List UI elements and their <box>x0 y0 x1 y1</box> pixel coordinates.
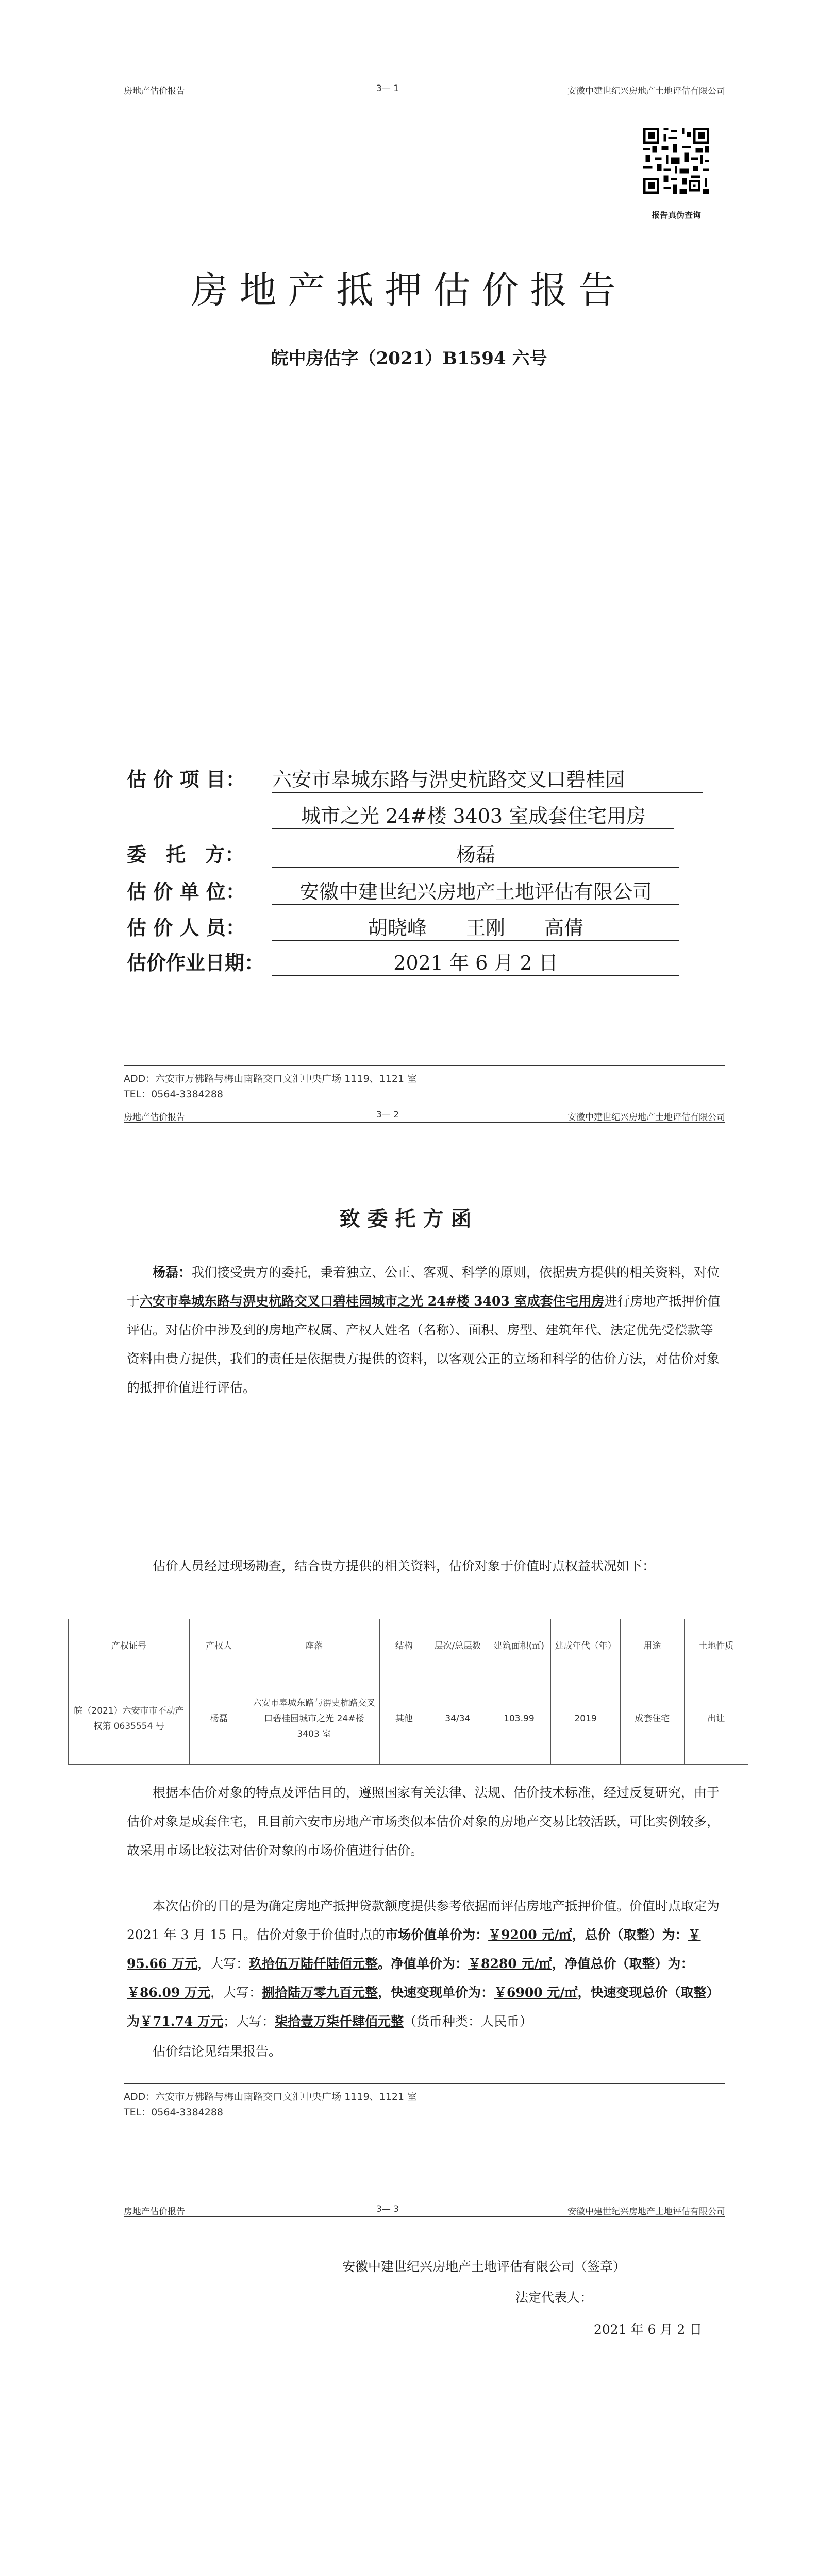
document-number: 皖中房估字（2021）B1594 六号 <box>271 348 547 369</box>
header-left: 房地产估价报告 <box>124 86 185 96</box>
page-footer <box>124 2083 725 2120</box>
p1-after: 进行房地产抵押价值评估。对估价中涉及到的房地产权属、产权人姓名（名称）、面积、房型、建筑年代、法定优先受偿款等资料由贵方提供，我们的责任是依据贵方提供的资料，以客观公正的立场和科学的估价方法，对估价对象的抵押价值进行评估。 <box>127 1294 721 1395</box>
col-owner: 产权人 <box>190 1619 248 1673</box>
quick-total-price: ￥71.74 万元 <box>140 2014 224 2029</box>
footer-tel: TEL：0564-3384288 <box>124 1089 224 1100</box>
cell-land-type: 出让 <box>684 1673 748 1765</box>
p4-text: ，大写： <box>197 1956 249 1971</box>
p4-bold: 。净值单价为： <box>378 1956 469 1971</box>
p4-bold: ，总价（取整）为： <box>572 1927 688 1942</box>
p4-text: ，大写： <box>210 1985 262 2000</box>
header-right: 安徽中建世纪兴房地产土地评估有限公司 <box>567 2207 725 2217</box>
header-right: 安徽中建世纪兴房地产土地评估有限公司 <box>567 1112 725 1123</box>
market-total-price: ￥ 95.66 万元 <box>127 1927 701 1971</box>
qr-code-icon <box>643 128 709 194</box>
letter-paragraph-4 <box>127 1892 726 2036</box>
cell-area: 103.99 <box>487 1673 551 1765</box>
field-value-client: 杨磊 <box>272 839 679 868</box>
col-location: 座落 <box>248 1619 380 1673</box>
page-header <box>124 83 725 96</box>
qr-caption: 报告真伪查询 <box>651 210 701 220</box>
footer-address: ADD：六安市万佛路与梅山南路交口文汇中央广场 1119、1121 室 <box>124 2091 418 2103</box>
header-right: 安徽中建世纪兴房地产土地评估有限公司 <box>567 86 725 96</box>
p1-before: 我们接受贵方的委托，秉着独立、公正、客观、科学的原则，依据贵方提供的相关资料，对位于 <box>127 1265 720 1309</box>
field-label-appraiser-unit: 估 价 单 位： <box>127 880 245 903</box>
p4-text: ；大写： <box>223 2014 275 2029</box>
cell-owner: 杨磊 <box>190 1673 248 1765</box>
property-table <box>68 1619 748 1765</box>
table-row <box>69 1673 748 1765</box>
cell-usage: 成套住宅 <box>620 1673 684 1765</box>
cell-year: 2019 <box>551 1673 620 1765</box>
letter-title: 致委托方函 <box>339 1207 479 1231</box>
field-value-project-line2: 城市之光 24#楼 3403 室成套住宅用房 <box>272 800 674 829</box>
col-cert-no: 产权证号 <box>69 1619 190 1673</box>
letter-paragraph-3: 根据本估价对象的特点及评估目的，遵照国家有关法律、法规、估价技术标准，经过反复研究，由于估价对象是成套住宅，且目前六安市房地产市场类似本估价对象的房地产交易比较活跃，可比实例较多，故采用市场比较法对估价对象的市场价值进行估价。 <box>127 1785 720 1858</box>
signature-legal-rep: 法定代表人： <box>515 2290 593 2305</box>
market-unit-price: ￥9200 元/㎡ <box>488 1927 572 1942</box>
header-left: 房地产估价报告 <box>124 2207 185 2217</box>
letter-paragraph-1 <box>127 1258 726 1402</box>
col-land-type: 土地性质 <box>684 1619 748 1673</box>
salutation: 杨磊： <box>153 1265 192 1280</box>
net-total-price: ￥86.09 万元 <box>127 1985 210 2000</box>
p4-bold: ，快速变现单价为： <box>378 1985 494 2000</box>
quick-unit-price: ￥6900 元/㎡ <box>494 1985 578 2000</box>
letter-page <box>0 1104 818 2207</box>
field-label-client: 委 托 方： <box>127 843 245 866</box>
net-total-chinese: 捌拾陆万零九百元整 <box>262 1985 378 2000</box>
cell-structure: 其他 <box>380 1673 428 1765</box>
field-label-work-date: 估价作业日期： <box>127 951 264 974</box>
p4-bold: ，快速变现总价（取整）为 <box>127 1985 720 2029</box>
field-value-appraisers: 胡晓峰 王刚 高倩 <box>272 912 679 941</box>
cell-cert-no: 皖（2021）六安市市不动产权第 0635554 号 <box>69 1673 190 1765</box>
cell-location: 六安市皋城东路与淠史杭路交叉口碧桂园城市之光 24#楼 3403 室 <box>248 1673 380 1765</box>
page-footer <box>124 1065 725 1102</box>
page-header <box>124 1110 725 1123</box>
table-header-row <box>69 1619 748 1673</box>
letter-paragraph-2: 估价人员经过现场勘查，结合贵方提供的相关资料，估价对象于价值时点权益状况如下： <box>153 1558 656 1573</box>
col-area: 建筑面积(㎡) <box>487 1619 551 1673</box>
signature-company: 安徽中建世纪兴房地产土地评估有限公司（签章） <box>342 2259 626 2274</box>
col-structure: 结构 <box>380 1619 428 1673</box>
net-unit-price: ￥8280 元/㎡ <box>468 1956 552 1971</box>
col-usage: 用途 <box>620 1619 684 1673</box>
page-number: 3— 3 <box>376 2204 399 2214</box>
signature-page <box>0 2204 818 2576</box>
report-title: 房地产抵押估价报告 <box>191 268 627 312</box>
field-value-appraiser-unit: 安徽中建世纪兴房地产土地评估有限公司 <box>272 876 679 905</box>
page-number: 3— 1 <box>376 83 399 94</box>
page-number: 3— 2 <box>376 1110 399 1120</box>
property-address: 六安市皋城东路与淠史杭路交叉口碧桂园城市之光 24#楼 3403 室成套住宅用房 <box>140 1294 605 1309</box>
letter-paragraph-5: 估价结论见结果报告。 <box>153 2044 282 2059</box>
field-label-project: 估 价 项 目： <box>127 768 245 791</box>
footer-tel: TEL：0564-3384288 <box>124 2107 224 2118</box>
col-floor: 层次/总层数 <box>428 1619 487 1673</box>
cover-page <box>0 0 818 1104</box>
field-label-appraisers: 估 价 人 员： <box>127 916 245 939</box>
footer-address: ADD：六安市万佛路与梅山南路交口文汇中央广场 1119、1121 室 <box>124 1073 418 1084</box>
page-header <box>124 2204 725 2217</box>
header-left: 房地产估价报告 <box>124 1112 185 1123</box>
field-value-project: 六安市皋城东路与淠史杭路交叉口碧桂园 <box>272 764 703 793</box>
signature-date: 2021 年 6 月 2 日 <box>594 2322 703 2337</box>
quick-total-chinese: 柒拾壹万柒仟肆佰元整 <box>275 2014 404 2029</box>
p4-bold: ，净值总价（取整）为： <box>552 1956 694 1971</box>
p4-text: （货币种类：人民币） <box>404 2014 533 2029</box>
p4-text: 本次估价的目的是为确定房地产抵押贷款额度提供参考依据而评估房地产抵押价值。价值时点取定为 2021 年 3 月 15 日。估价对象于价值时点的 <box>127 1899 720 1942</box>
col-year: 建成年代（年） <box>551 1619 620 1673</box>
cell-floor: 34/34 <box>428 1673 487 1765</box>
p4-bold: 市场价值单价为： <box>385 1927 489 1942</box>
field-value-work-date: 2021 年 6 月 2 日 <box>272 947 679 976</box>
market-total-chinese: 玖拾伍万陆仟陆佰元整 <box>249 1956 378 1971</box>
